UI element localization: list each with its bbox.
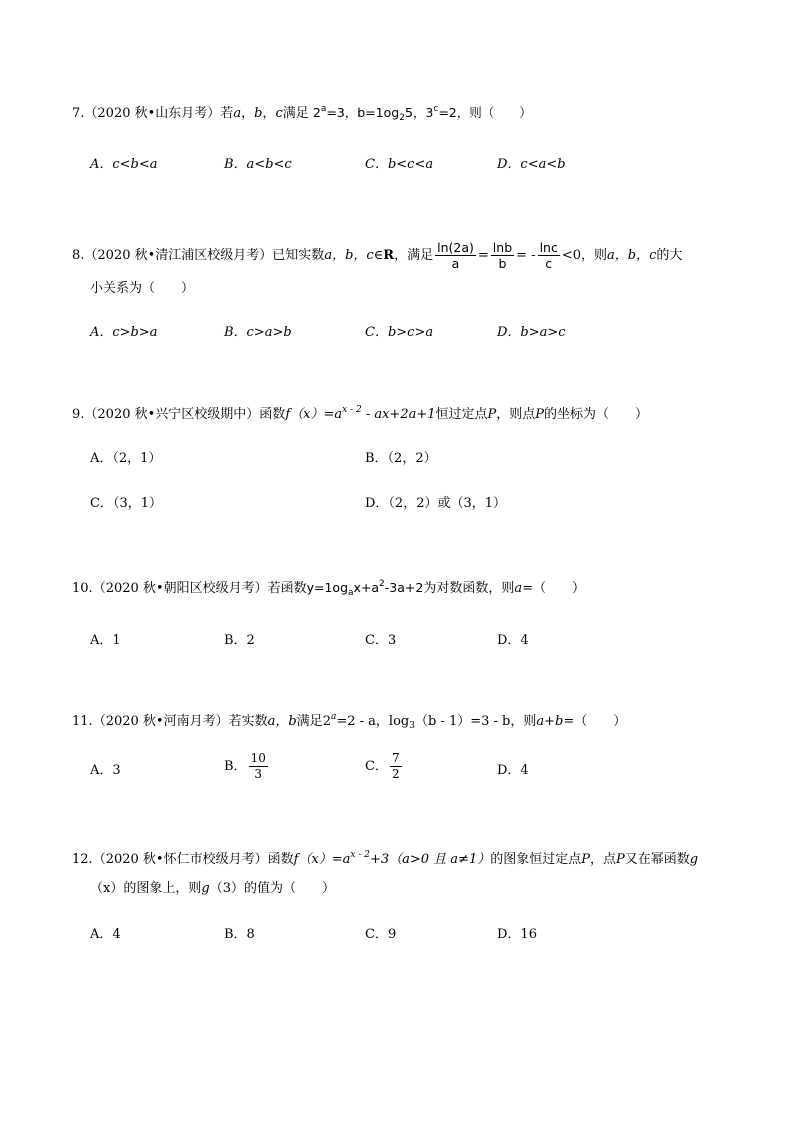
- option-d[interactable]: D．（2，2）或（3，1）: [365, 496, 507, 511]
- function-expression: $f(x)=a^{x - 2}+3(a>0$ 且 a≠1）: [293, 850, 491, 867]
- question-9-options-row-2: [90, 494, 770, 514]
- condition-expression: $2^a=3$，$b=1og_25$，$3^c=2$，则（ ）: [312, 104, 532, 123]
- option-c[interactable]: C．b>c>a: [365, 325, 434, 340]
- option-d[interactable]: D．16: [497, 927, 537, 942]
- question-9: 9.（2020 秋•兴宁区校级期中）函数$f(x)=a^{x - 2} - ax+2a+1$恒过定点P，则点P的坐标为（ ）: [72, 405, 649, 422]
- option-a[interactable]: A．1: [90, 633, 121, 648]
- question-7: 7.（2020 秋•山东月考）若a，b，c满足 $2^a=3$，$b=1og_25$，$3^c=2$，则（ ）: [72, 104, 532, 123]
- question-12-options: [90, 925, 770, 945]
- option-c[interactable]: C． $\frac{7}{2}$: [365, 751, 400, 781]
- question-9-options-row-1: [90, 449, 770, 469]
- question-number: 12.: [72, 852, 93, 867]
- question-source: （2020 秋•怀仁市校级月考）: [92, 852, 268, 867]
- question-7-options: [90, 155, 770, 175]
- option-c[interactable]: C．3: [365, 633, 397, 648]
- function-expression: $y=1og_ax+a^2-3a+2$: [306, 579, 424, 598]
- question-10: 10.（2020 秋•朝阳区校级月考）若函数$y=1og_ax+a^2-3a+2$为对数函数，则a=（ ）: [72, 579, 586, 598]
- option-c[interactable]: C．9: [365, 927, 397, 942]
- option-a[interactable]: A．4: [90, 927, 121, 942]
- question-number: 10.: [72, 581, 93, 596]
- option-d[interactable]: D．c<a<b: [497, 157, 566, 172]
- option-a[interactable]: A．3: [90, 763, 121, 778]
- option-b[interactable]: B．2: [224, 633, 255, 648]
- question-number: 8.: [72, 248, 85, 263]
- option-c[interactable]: C．（3，1）: [90, 496, 162, 511]
- question-8: 8.（2020 秋•清江浦区校级月考）已知实数a，b，c∈R，满足 $\frac{\ln(2a)}{a}$ = $\frac{\ln b}{b}$ = - $\frac{\ln c}{c}$ <0，则a，b，c的大: [72, 240, 683, 271]
- question-number: 7.: [72, 106, 85, 121]
- question-source: （2020 秋•河南月考）: [92, 714, 229, 729]
- question-10-options: [90, 631, 770, 651]
- question-12-line-2: （x）的图象上，则g（3）的值为（ ）: [90, 881, 335, 896]
- question-source: （2020 秋•兴宁区校级期中）: [84, 407, 260, 422]
- option-d[interactable]: D．4: [497, 763, 529, 778]
- question-source: （2020 秋•山东月考）: [84, 106, 221, 121]
- option-a[interactable]: A．（2，1）: [90, 451, 162, 466]
- function-expression: $f(x)=a^{x - 2} - ax+2a+1$: [285, 405, 436, 422]
- question-8-options: [90, 323, 770, 343]
- option-c[interactable]: C．b<c<a: [365, 157, 434, 172]
- fraction-1: $\frac{\ln(2a)}{a}$: [437, 240, 474, 271]
- question-source: （2020 秋•清江浦区校级月考）: [84, 248, 273, 263]
- question-11-options: [90, 751, 770, 781]
- option-b[interactable]: B．a<b<c: [224, 157, 292, 172]
- question-number: 11.: [72, 714, 93, 729]
- option-a[interactable]: A．c<b<a: [90, 157, 158, 172]
- option-d[interactable]: D．4: [497, 633, 529, 648]
- condition-expression: $2^a=2 - a$，$\log_3(b - 1)=3 - b$，则: [322, 712, 537, 731]
- option-b[interactable]: B．c>a>b: [224, 325, 292, 340]
- fraction-2: $\frac{\ln b}{b}$: [492, 240, 513, 271]
- question-source: （2020 秋•朝阳区校级月考）: [92, 581, 268, 596]
- question-12: 12.（2020 秋•怀仁市校级月考）函数$f(x)=a^{x - 2}+3(a>0$ 且 a≠1）的图象恒过定点P，点P又在幂函数g: [72, 850, 699, 867]
- option-d[interactable]: D．b>a>c: [497, 325, 566, 340]
- question-8-line-2: 小关系为（ ）: [90, 281, 195, 296]
- question-11: 11.（2020 秋•河南月考）若实数a，b满足$2^a=2 - a$，$\log_3(b - 1)=3 - b$，则a+b=（ ）: [72, 712, 627, 731]
- option-b[interactable]: B．（2，2）: [365, 451, 437, 466]
- option-b[interactable]: B．8: [224, 927, 255, 942]
- option-a[interactable]: A．c>b>a: [90, 325, 158, 340]
- fraction-3: $\frac{\ln c}{c}$: [539, 240, 558, 271]
- question-number: 9.: [72, 407, 85, 422]
- option-b[interactable]: B． $\frac{10}{3}$: [224, 751, 266, 781]
